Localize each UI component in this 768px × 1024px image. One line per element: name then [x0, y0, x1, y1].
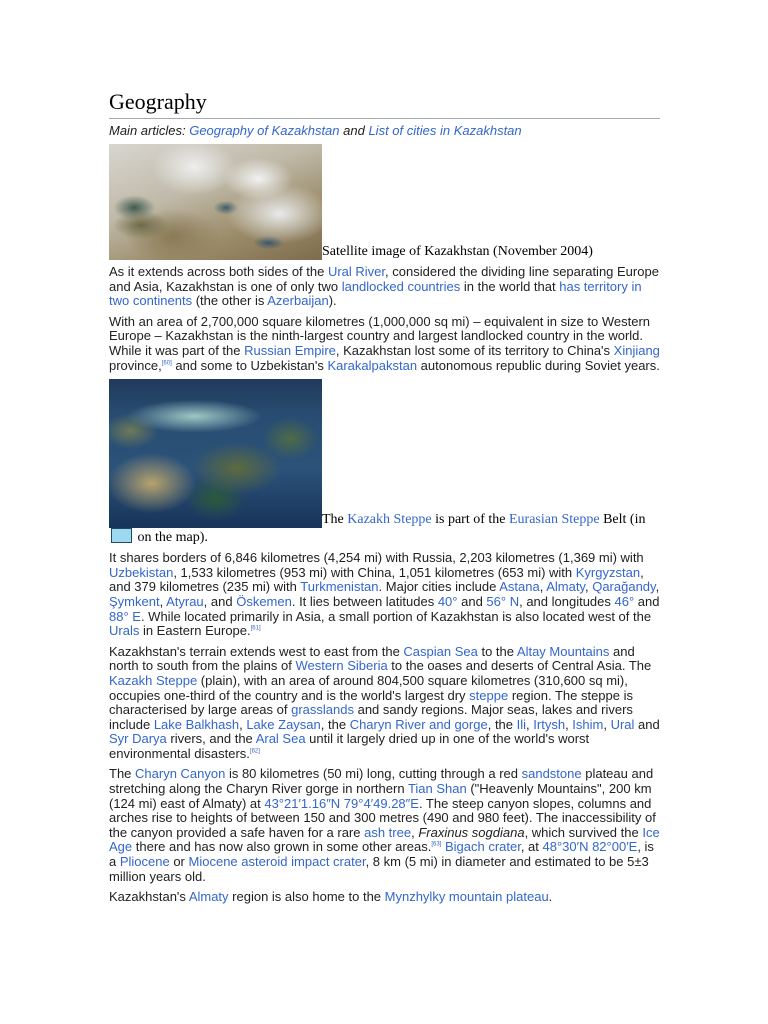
link-uzbekistan[interactable]: Uzbekistan	[109, 564, 174, 580]
paragraph-text: The	[109, 766, 136, 782]
link-geography-of-kazakhstan[interactable]: Geography of Kazakhstan	[189, 123, 340, 138]
paragraph-text: , 8 km (5 mi) in diameter and estimated to be 5±3 million years old.	[109, 854, 649, 884]
link-48-30-n-82-00-e[interactable]: 48°30′N 82°00′E	[542, 839, 638, 855]
link-88-e[interactable]: 88° E	[109, 608, 141, 624]
paragraph-text: until it largely dried up in one of the world's worst environmental disasters.	[109, 731, 590, 761]
paragraph-text: or	[169, 854, 189, 870]
link-40[interactable]: 40°	[437, 593, 458, 609]
paragraph-text: , and longitudes	[519, 593, 615, 609]
paragraph-5	[109, 767, 660, 884]
legend-swatch	[111, 528, 132, 543]
paragraph-text: .	[548, 889, 553, 905]
paragraph-text: . It lies between latitudes	[291, 593, 438, 609]
link-landlocked-countries[interactable]: landlocked countries	[341, 278, 461, 294]
paragraph-text: and	[634, 593, 660, 609]
link-56-n[interactable]: 56° N	[486, 593, 520, 609]
link-ural[interactable]: Ural	[610, 716, 635, 732]
link-bigach-crater[interactable]: Bigach crater	[444, 839, 521, 855]
link-altay-mountains[interactable]: Altay Mountains	[516, 643, 610, 659]
paragraph-text: to the oases and deserts of Central Asia. The	[387, 658, 652, 674]
paragraph-2	[109, 315, 660, 373]
link-miocene[interactable]: Miocene	[188, 854, 238, 870]
link-charyn-river-and-gorge[interactable]: Charyn River and gorge	[349, 716, 488, 732]
link-ash-tree[interactable]: ash tree	[364, 824, 412, 840]
paragraph-text: and some to Uzbekistan's	[171, 357, 328, 373]
paragraph-text: region. The steppe is characterised by large areas of	[109, 687, 634, 718]
paragraph-text: and north to south from the plains of	[109, 643, 635, 674]
section-heading: Geography	[109, 88, 660, 119]
link-asteroid-impact-crater[interactable]: asteroid impact crater	[241, 854, 366, 870]
link-kazakh-steppe[interactable]: Kazakh Steppe	[109, 672, 198, 688]
link-caspian-sea[interactable]: Caspian Sea	[403, 643, 478, 659]
paragraph-text: is 80 kilometres (50 mi) long, cutting through a red	[225, 766, 522, 782]
paragraph-text: ,	[159, 593, 167, 609]
paragraph-text: in Eastern Europe.	[139, 623, 251, 639]
figure-steppe-map	[109, 379, 660, 546]
paragraph-text: With an area of 2,700,000 square kilometres (1,000,000 sq mi) – equivalent in size to Western Europe – Kazakhstan is the ninth-largest country and largest landlocked country in the world. While it was part of the	[109, 313, 650, 358]
paragraph-text: (the other is	[192, 293, 268, 309]
link-43-21-1-16-n-79-4-49-28-e[interactable]: 43°21′1.16″N 79°4′49.28″E	[264, 795, 419, 811]
link-pliocene[interactable]: Pliocene	[119, 854, 170, 870]
paragraph-text: , the	[487, 716, 517, 732]
hatnote	[109, 122, 660, 140]
link-mynzhylky-mountain-plateau[interactable]: Mynzhylky mountain plateau	[384, 889, 549, 905]
link-turkmenistan[interactable]: Turkmenistan	[300, 579, 379, 595]
link-russian-empire[interactable]: Russian Empire	[244, 342, 336, 358]
paragraph-text: Kazakhstan's	[109, 889, 189, 905]
paragraph-text: , at	[520, 839, 543, 855]
paragraph-text: . The steep canyon slopes, columns and arches rise to heights of between 150 and 300 metres (490 and 980 feet). The inaccessibility of the canyon provided a safe haven for a rare	[109, 795, 656, 840]
link-tian-shan[interactable]: Tian Shan	[407, 781, 467, 797]
paragraph-text: ,	[411, 824, 419, 840]
link-has-territory-in-two-continents[interactable]: has territory in two continents	[109, 278, 642, 309]
paragraph-text: ,	[655, 579, 660, 595]
paragraph-text: ,	[539, 579, 547, 595]
paragraph-text: ).	[328, 293, 337, 309]
figure-caption-belt: Belt (in	[599, 512, 646, 528]
paragraph-4	[109, 645, 660, 762]
link-ili[interactable]: Ili	[516, 716, 527, 732]
paragraph-text: region is also home to the	[228, 889, 385, 905]
link-astana[interactable]: Astana	[499, 579, 540, 595]
satellite-image-kazakhstan[interactable]	[109, 144, 322, 260]
link-almaty[interactable]: Almaty	[188, 889, 229, 905]
link-atyrau[interactable]: Atyrau	[166, 593, 204, 609]
link-steppe[interactable]: steppe	[469, 687, 509, 703]
paragraph-text: autonomous republic during Soviet years.	[417, 357, 660, 373]
paragraph-text: rivers, and the	[166, 731, 256, 747]
paragraph-text: ,	[584, 579, 593, 595]
link-ymkent[interactable]: Şymkent	[109, 593, 160, 609]
link-charyn-canyon[interactable]: Charyn Canyon	[135, 766, 226, 782]
citation-link[interactable]: [62]	[249, 748, 260, 755]
link-qara-andy[interactable]: Qarağandy	[592, 579, 656, 595]
link-ice-age[interactable]: Ice Age	[109, 824, 660, 855]
paragraph-text: , which survived the	[524, 824, 643, 840]
link-xinjiang[interactable]: Xinjiang	[613, 342, 660, 358]
paragraph-text: , is a	[109, 839, 654, 870]
link-irtysh[interactable]: Irtysh	[533, 716, 566, 732]
link-46[interactable]: 46°	[614, 593, 635, 609]
link-sandstone[interactable]: sandstone	[521, 766, 582, 782]
link-syr-darya[interactable]: Syr Darya	[109, 731, 167, 747]
paragraph-text: (plain), with an area of around 804,500 square kilometres (310,600 sq mi), occupies one-third of the country and is the world's largest dry	[109, 672, 628, 703]
figure-caption: Satellite image of Kazakhstan (November 2004)	[322, 244, 593, 259]
paragraph-text: , and	[203, 593, 237, 609]
link-list-of-cities[interactable]: List of cities in Kazakhstan	[368, 123, 522, 138]
link-almaty[interactable]: Almaty	[546, 579, 585, 595]
link-lake-zaysan[interactable]: Lake Zaysan	[246, 716, 321, 732]
paragraph-text: As it extends across both sides of the	[109, 264, 328, 279]
paragraph-text: . Major cities include	[378, 579, 500, 595]
figure-caption-the: The	[322, 512, 348, 528]
citation-link[interactable]: [61]	[250, 625, 261, 632]
link-aral-sea[interactable]: Aral Sea	[255, 731, 306, 747]
paragraph-text: , 1,533 kilometres (953 mi) with China, 1,051 kilometres (653 mi) with	[173, 564, 576, 580]
link-western-siberia[interactable]: Western Siberia	[295, 658, 388, 674]
paragraph-text: ("Heavenly Mountains", 200 km (124 mi) east of Almaty) at	[109, 781, 652, 811]
article-section	[109, 88, 660, 911]
link-karakalpakstan[interactable]: Karakalpakstan	[327, 357, 418, 373]
link-azerbaijan[interactable]: Azerbaijan	[267, 293, 329, 309]
paragraph-text: and sandy regions. Major seas, lakes and rivers include	[109, 702, 633, 732]
citation-ref[interactable]	[431, 842, 441, 848]
link-ishim[interactable]: Ishim	[572, 716, 604, 732]
paragraph-text: province,	[109, 357, 162, 373]
paragraph-6	[109, 890, 660, 905]
paragraph-text: ,	[239, 716, 247, 732]
paragraph-text: in the world that	[460, 278, 560, 294]
paragraph-text: , and 379 kilometres (235 mi) with	[109, 564, 644, 595]
paragraph-text: Kazakhstan's terrain extends west to east from the	[109, 643, 404, 659]
paragraph-text: It shares borders of 6,846 kilometres (4,254 mi) with Russia, 2,203 kilometres (1,369 mi) with	[109, 550, 644, 566]
citation-ref[interactable]	[250, 749, 260, 755]
paragraph-3	[109, 551, 660, 639]
citation-ref[interactable]	[162, 360, 172, 366]
hatnote-and: and	[339, 123, 369, 138]
paragraph-text: plateau and stretching along the Charyn River gorge in northern	[109, 766, 654, 797]
paragraph-text: , considered the dividing line separating Europe and Asia, Kazakhstan is one of only two	[109, 264, 659, 294]
figure-satellite	[109, 144, 660, 260]
eurasia-map-image[interactable]	[109, 379, 322, 528]
link-urals[interactable]: Urals	[109, 623, 140, 639]
paragraph-text: . While located primarily in Asia, a small portion of Kazakhstan is also located west of the	[140, 608, 652, 624]
paragraph-1	[109, 265, 660, 309]
link-eurasian-steppe[interactable]: Eurasian Steppe	[509, 512, 600, 528]
paragraph-text: and	[457, 593, 487, 609]
link-lake-balkhash[interactable]: Lake Balkhash	[153, 716, 240, 732]
paragraph-text: and	[634, 716, 660, 732]
citation-link[interactable]: [63]	[431, 842, 442, 849]
paragraph-text: to the	[477, 643, 517, 659]
link-skemen[interactable]: Öskemen	[236, 593, 292, 609]
paragraph-text: , the	[320, 716, 350, 732]
paragraph-text: ,	[526, 716, 534, 732]
link-kyrgyzstan[interactable]: Kyrgyzstan	[575, 564, 641, 580]
link-grasslands[interactable]: grasslands	[291, 702, 354, 718]
link-kazakh-steppe[interactable]: Kazakh Steppe	[347, 512, 432, 528]
hatnote-prefix: Main articles:	[109, 123, 190, 138]
figure-caption-mid: is part of the	[431, 512, 509, 528]
paragraph-text: , Kazakhstan lost some of its territory to China's	[335, 342, 614, 358]
paragraph-text: ,	[603, 716, 611, 732]
link-ural-river[interactable]: Ural River	[327, 264, 386, 279]
italic-text: Fraxinus sogdiana	[418, 824, 525, 840]
figure-caption-end: on the map).	[134, 530, 208, 546]
citation-ref[interactable]	[251, 626, 261, 632]
paragraph-text: ,	[565, 716, 573, 732]
citation-link[interactable]: [60]	[161, 360, 172, 367]
paragraph-text: there and has now also grown in some other areas.	[132, 839, 432, 855]
